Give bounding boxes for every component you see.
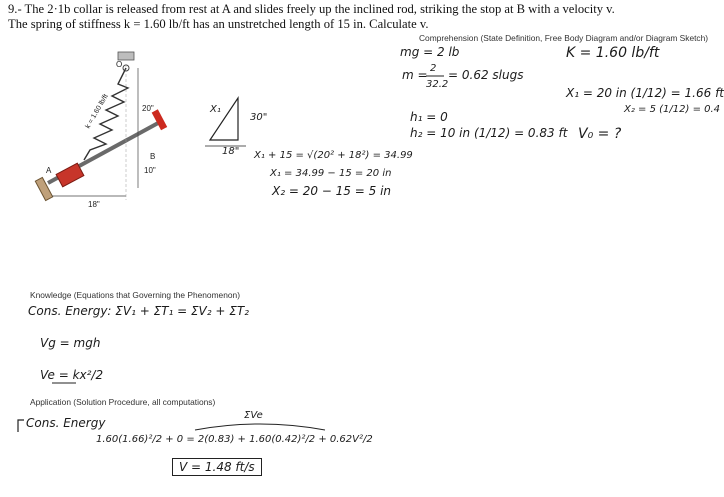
tri-eq1: X₁ + 15 = √(20² + 18²) = 34.99	[254, 150, 413, 161]
tri-eq2: X₁ = 34.99 − 15 = 20 in	[270, 168, 392, 179]
comp-h1: h₁ = 0	[410, 110, 448, 124]
label-a: A	[46, 166, 52, 175]
app-label: Cons. Energy	[26, 416, 106, 430]
comp-x2: X₂ = 5 (1/12) = 0.4	[624, 104, 721, 115]
comp-x1: X₁ = 20 in (1/12) = 1.66 ft	[566, 86, 724, 100]
app-equation: 1.60(1.66)²/2 + 0 = 2(0.83) + 1.60(0.42)²/2 + 0.62V²/2	[96, 434, 373, 445]
tri-label-x1: X₁	[210, 104, 221, 115]
comp-h2: h₂ = 10 in (1/12) = 0.83 ft	[410, 126, 568, 140]
comp-mg: mg = 2 lb	[400, 45, 460, 59]
knowledge-line1: Cons. Energy: ΣV₁ + ΣT₁ = ΣV₂ + ΣT₂	[28, 304, 249, 318]
pivot-support	[118, 52, 134, 60]
dim-18: 18"	[88, 200, 100, 209]
knowledge-heading: Knowledge (Equations that Governing the Phenomenon)	[30, 290, 240, 300]
knowledge-line2: Vg = mgh	[40, 336, 101, 350]
collar	[56, 163, 84, 187]
problem-line-2: The spring of stiffness k = 1.60 lb/ft has an unstretched length of 15 in. Calculate v.	[8, 17, 429, 31]
problem-line-1: 9.- The 2·1b collar is released from rest at A and slides freely up the inclined rod, striking the stop at B with a velocity v.	[8, 2, 615, 16]
tri-label-18: 18"	[222, 146, 240, 157]
tri-label-30: 30"	[250, 112, 268, 123]
spring-label: k = 1.60 lb/ft	[84, 93, 110, 130]
comprehension-heading: Comprehension (State Definition, Free Body Diagram and/or Diagram Sketch)	[419, 33, 709, 43]
dim-20: 20"	[142, 104, 154, 113]
knowledge-line3: Ve = kx²/2	[40, 368, 104, 382]
comp-m-lhs: m =	[402, 68, 428, 82]
app-sum-label: ΣVe	[244, 410, 263, 421]
comp-m-num: 2	[430, 63, 437, 74]
app-result: V = 1.48 ft/s	[172, 458, 262, 476]
comp-k: K = 1.60 lb/ft	[566, 45, 660, 61]
comp-m-rhs: = 0.62 slugs	[448, 68, 524, 82]
dim-10: 10"	[144, 166, 156, 175]
comp-v0: V₀ = ?	[578, 126, 622, 142]
label-o: O	[116, 60, 123, 69]
application-heading: Application (Solution Procedure, all computations)	[30, 397, 216, 407]
comp-m-den: 32.2	[426, 79, 449, 90]
label-b: B	[150, 152, 156, 161]
tri-eq3: X₂ = 20 − 15 = 5 in	[272, 184, 392, 198]
